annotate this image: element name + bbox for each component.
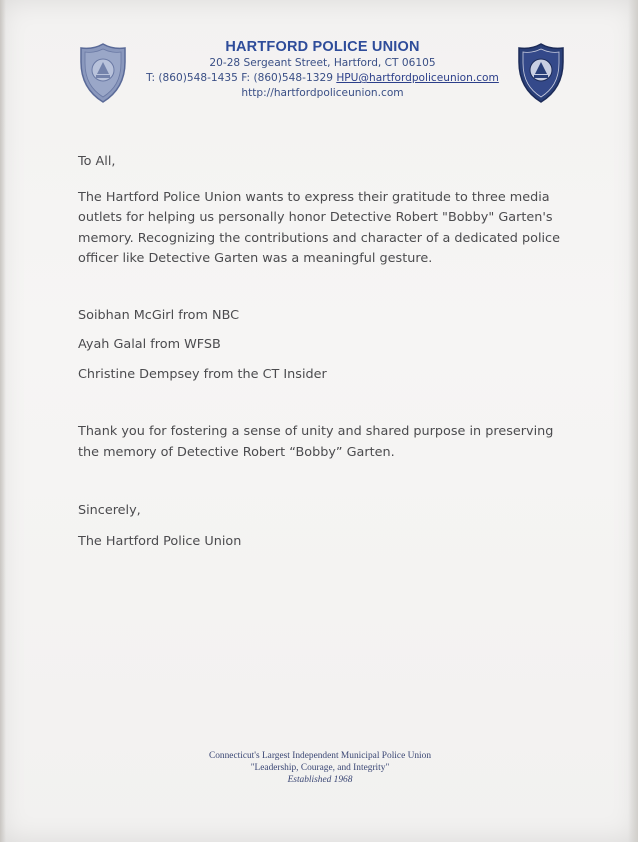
email-link[interactable]: HPU@hartfordpoliceunion.com bbox=[336, 72, 499, 84]
thank-you-paragraph: Thank you for fostering a sense of unity and shared purpose in preserving the memory of Detective Robert “Bobby” Garten. bbox=[78, 424, 554, 460]
letterhead-text bbox=[140, 38, 505, 101]
police-badge-icon bbox=[78, 42, 128, 104]
signature: The Hartford Police Union bbox=[78, 533, 242, 549]
org-contact-line bbox=[140, 71, 505, 86]
police-badge-icon bbox=[516, 42, 566, 104]
recipient-item: Ayah Galal from WFSB bbox=[78, 337, 221, 352]
footer-tagline: Connecticut's Largest Independent Municipal Police Union bbox=[208, 751, 432, 761]
gratitude-paragraph: The Hartford Police Union wants to express their gratitude to three media outlets for helping us personally honor Detective Robert "Bobby" Garten's memory. Recognizing the contributions and character of a dedicated police officer like Detective Garten was a meaningful gesture. bbox=[78, 189, 560, 266]
org-name: HARTFORD POLICE UNION bbox=[225, 39, 420, 55]
page-edge-shadow bbox=[0, 0, 6, 842]
recipient-item: Soibhan McGirl from NBC bbox=[78, 307, 240, 323]
closing: Sincerely, bbox=[78, 503, 141, 518]
greeting: To All, bbox=[78, 154, 116, 169]
recipient-list bbox=[78, 306, 568, 386]
footer bbox=[160, 750, 480, 786]
recipient-item: Christine Dempsey from the CT Insider bbox=[78, 366, 327, 382]
org-address: 20-28 Sergeant Street, Hartford, CT 06105 bbox=[209, 57, 436, 69]
phone-fax: T: (860)548-1435 F: (860)548-1329 bbox=[146, 72, 333, 84]
page-edge-shadow bbox=[628, 0, 638, 842]
footer-established: Established 1968 bbox=[287, 775, 353, 785]
website-link[interactable]: http://hartfordpoliceunion.com bbox=[241, 87, 404, 99]
footer-motto: "Leadership, Courage, and Integrity" bbox=[250, 763, 390, 773]
letter-body bbox=[78, 152, 568, 552]
letterhead bbox=[70, 38, 575, 118]
